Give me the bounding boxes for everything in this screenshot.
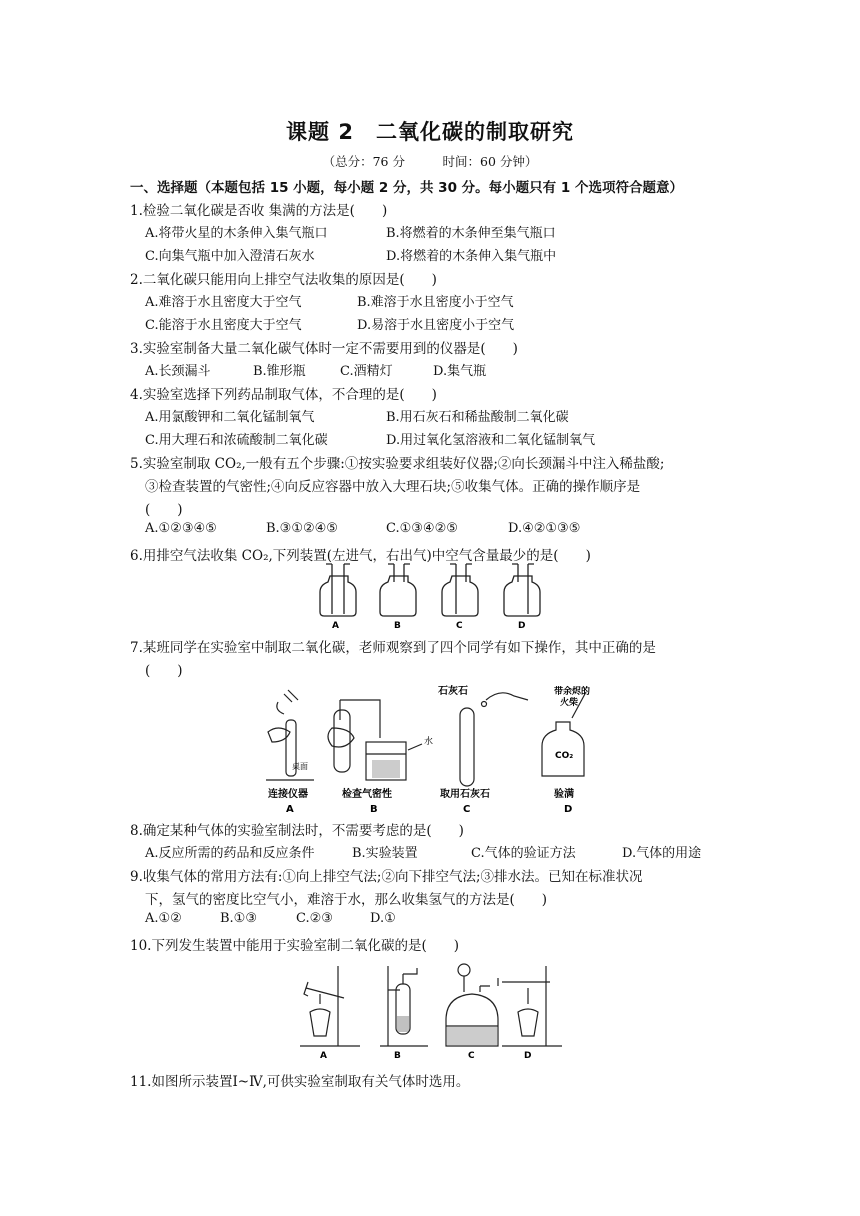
q9-option-c: C.②③	[296, 911, 333, 926]
question-8: 8.确定某种气体的实验室制法时，不需要考虑的是( )	[130, 823, 464, 839]
q7-label-d: D	[564, 804, 573, 815]
q10-label-b: B	[394, 1051, 401, 1060]
q5-option-d: D.④②①③⑤	[508, 521, 581, 536]
q2-option-c: C.能溶于水且密度大于空气	[145, 318, 302, 333]
q8-option-c: C.气体的验证方法	[471, 846, 576, 861]
question-7-line-2: ( )	[145, 663, 183, 679]
q7-co2-label: CO₂	[555, 751, 574, 761]
question-1: 1.检验二氧化碳是否收 集满的方法是( )	[130, 203, 388, 219]
q7-caption-c: 取用石灰石	[440, 789, 490, 800]
q1-option-a: A.将带火星的木条伸入集气瓶口	[145, 226, 328, 241]
q7-match-label-1: 带余烬的	[554, 687, 591, 697]
q6-figure-gas-bottles	[318, 562, 554, 630]
q2-option-d: D.易溶于水且密度小于空气	[357, 318, 515, 333]
question-5-line-3: ( )	[145, 502, 183, 518]
q1-option-c: C.向集气瓶中加入澄清石灰水	[145, 249, 315, 264]
q6-label-c: C	[456, 621, 463, 630]
q7-label-a: A	[286, 804, 294, 815]
page-title: 课题 2 二氧化碳的制取研究	[286, 120, 574, 144]
q8-option-a: A.反应所需的药品和反应条件	[145, 846, 315, 861]
q5-option-c: C.①③④②⑤	[386, 521, 458, 536]
q4-option-b: B.用石灰石和稀盐酸制二氧化碳	[386, 410, 569, 425]
q7-water-label: 水	[424, 737, 434, 747]
q8-option-d: D.气体的用途	[622, 846, 702, 861]
q7-label-b: B	[370, 804, 378, 815]
q9-option-a: A.①②	[145, 911, 182, 926]
question-9-line-1: 9.收集气体的常用方法有:①向上排空气法;②向下排空气法;③排水法。已知在标准状况	[130, 869, 643, 885]
q7-match-label-2: 火柴	[560, 698, 579, 708]
section-heading: 一、选择题（本题包括 15 小题，每小题 2 分，共 30 分。每小题只有 1 个选项符合题意）	[130, 180, 683, 196]
q7-desk-label: 桌面	[292, 762, 308, 771]
q4-option-c: C.用大理石和浓硫酸制二氧化碳	[145, 433, 328, 448]
q3-option-d: D.集气瓶	[433, 364, 487, 379]
question-7-line-1: 7.某班同学在实验室中制取二氧化碳，老师观察到了四个同学有如下操作，其中正确的是	[130, 640, 656, 656]
q4-option-a: A.用氯酸钾和二氧化锰制氧气	[145, 410, 315, 425]
q3-option-b: B.锥形瓶	[253, 364, 306, 379]
q7-caption-d: 验满	[554, 789, 574, 800]
q7-caption-b: 检查气密性	[342, 789, 392, 800]
q7-label-c: C	[463, 804, 471, 815]
q1-option-b: B.将燃着的木条伸至集气瓶口	[386, 226, 556, 241]
q8-option-b: B.实验装置	[352, 846, 418, 861]
question-2: 2.二氧化碳只能用向上排空气法收集的原因是( )	[130, 272, 437, 288]
q7-limestone-label: 石灰石	[438, 686, 468, 697]
q2-option-a: A.难溶于水且密度大于空气	[145, 295, 302, 310]
q10-label-c: C	[468, 1051, 475, 1060]
q1-option-d: D.将燃着的木条伸入集气瓶中	[386, 249, 557, 264]
question-3: 3.实验室制备大量二氧化碳气体时一定不需要用到的仪器是( )	[130, 341, 518, 357]
q7-figure-operations	[254, 680, 598, 816]
q5-option-b: B.③①②④⑤	[266, 521, 338, 536]
question-9-line-2: 下，氢气的密度比空气小，难溶于水，那么收集氢气的方法是( )	[145, 892, 548, 908]
question-11: 11.如图所示装置Ⅰ~Ⅳ,可供实验室制取有关气体时选用。	[130, 1074, 470, 1090]
q3-option-c: C.酒精灯	[340, 364, 393, 379]
question-4: 4.实验室选择下列药品制取气体，不合理的是( )	[130, 387, 437, 403]
question-5-line-1: 5.实验室制取 CO₂,一般有五个步骤:①按实验要求组装好仪器;②向长颈漏斗中注入稀盐酸;	[130, 456, 665, 472]
question-6: 6.用排空气法收集 CO₂,下列装置(左进气，右出气)中空气含量最少的是( )	[130, 548, 591, 564]
q2-option-b: B.难溶于水且密度小于空气	[357, 295, 514, 310]
q6-label-b: B	[394, 621, 401, 630]
q10-label-d: D	[524, 1051, 532, 1060]
q10-figure-apparatus	[296, 960, 566, 1060]
q10-label-a: A	[320, 1051, 327, 1060]
q4-option-d: D.用过氧化氢溶液和二氧化锰制氧气	[386, 433, 596, 448]
q9-option-d: D.①	[370, 911, 396, 926]
question-5-line-2: ③检查装置的气密性;④向反应容器中放入大理石块;⑤收集气体。正确的操作顺序是	[145, 479, 641, 495]
page-subtitle: （总分：76 分 时间：60 分钟）	[322, 154, 538, 169]
q9-option-b: B.①③	[220, 911, 257, 926]
q6-label-d: D	[518, 621, 526, 630]
question-10: 10.下列发生装置中能用于实验室制二氧化碳的是( )	[130, 938, 460, 954]
q3-option-a: A.长颈漏斗	[145, 364, 211, 379]
q7-caption-a: 连接仪器	[268, 789, 308, 800]
q6-label-a: A	[332, 621, 339, 630]
q5-option-a: A.①②③④⑤	[145, 521, 217, 536]
